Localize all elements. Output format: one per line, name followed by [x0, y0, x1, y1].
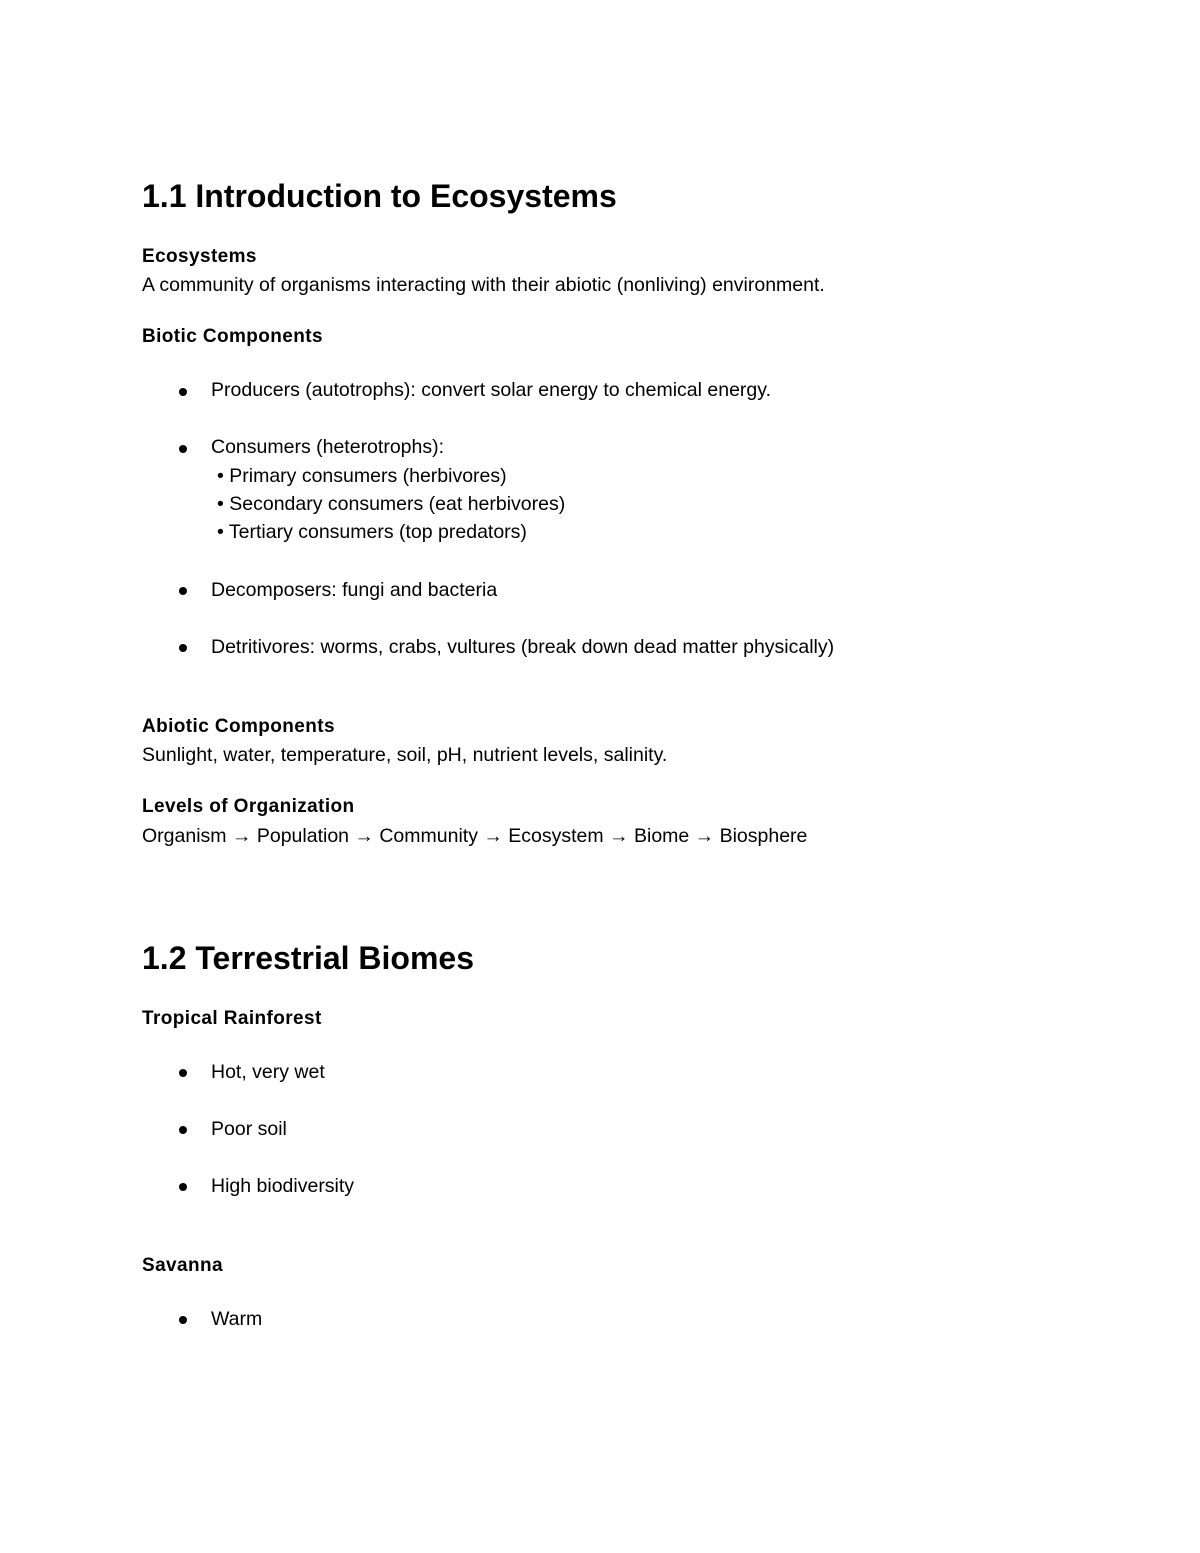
bullet-icon: [179, 644, 187, 652]
abiotic-description: Sunlight, water, temperature, soil, pH, nutrient levels, salinity.: [142, 744, 668, 766]
bullet-icon: [179, 388, 187, 396]
heading-abiotic-components: Abiotic Components: [142, 716, 335, 737]
bullet-icon: [179, 1069, 187, 1077]
sublist-item-tertiary: • Tertiary consumers (top predators): [217, 521, 527, 543]
section-title-biomes: 1.2 Terrestrial Biomes: [142, 940, 475, 976]
bullet-icon: [179, 587, 187, 595]
list-item-text: Detritivores: worms, crabs, vultures (break down dead matter physically): [211, 636, 835, 658]
heading-savanna: Savanna: [142, 1255, 223, 1276]
heading-tropical-rainforest: Tropical Rainforest: [142, 1008, 322, 1029]
list-item-text: Producers (autotrophs): convert solar energy to chemical energy.: [211, 379, 771, 401]
heading-ecosystems: Ecosystems: [142, 246, 257, 267]
list-item-text: Warm: [211, 1308, 263, 1330]
list-item-text: High biodiversity: [211, 1175, 355, 1197]
bullet-icon: [179, 1183, 187, 1191]
sublist-item-secondary: • Secondary consumers (eat herbivores): [217, 493, 566, 515]
list-item-text: Poor soil: [211, 1118, 287, 1140]
ecosystems-definition: A community of organisms interacting with their abiotic (nonliving) environment.: [142, 274, 825, 296]
levels-description: Organism → Population → Community → Ecosystem → Biome → Biosphere: [142, 825, 808, 847]
section-title-intro: 1.1 Introduction to Ecosystems: [142, 178, 617, 214]
bullet-icon: [179, 445, 187, 453]
heading-levels-of-organization: Levels of Organization: [142, 796, 355, 817]
sublist-item-primary: • Primary consumers (herbivores): [217, 465, 507, 487]
bullet-icon: [179, 1316, 187, 1324]
heading-biotic-components: Biotic Components: [142, 326, 323, 347]
list-item-text: Decomposers: fungi and bacteria: [211, 579, 498, 601]
bullet-icon: [179, 1126, 187, 1134]
list-item-text: Consumers (heterotrophs):: [211, 436, 445, 458]
list-item-text: Hot, very wet: [211, 1061, 325, 1083]
